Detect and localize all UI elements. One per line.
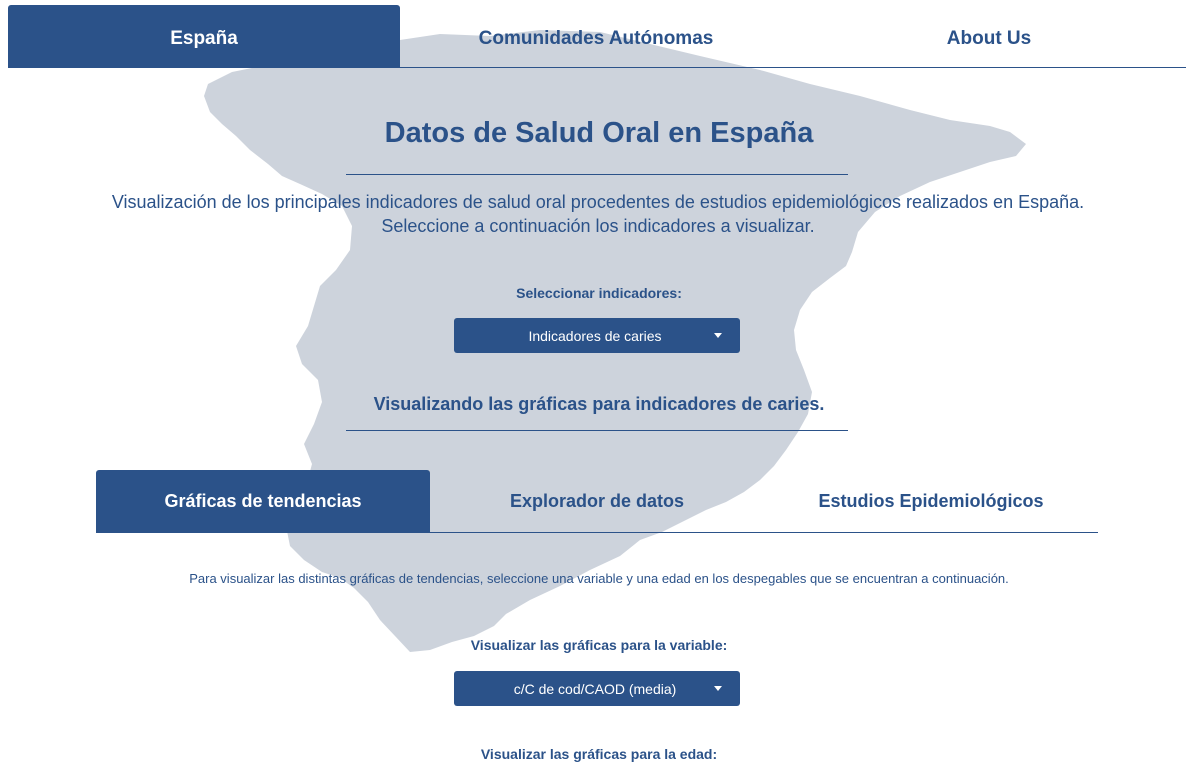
age-select-label: Visualizar las gráficas para la edad:	[480, 746, 718, 762]
caret-down-icon	[714, 333, 722, 338]
variable-dropdown[interactable]	[454, 671, 740, 706]
tab-espana[interactable]: España	[8, 5, 400, 67]
sub-nav	[96, 470, 1098, 533]
main-nav	[8, 5, 1186, 68]
tab-about-us[interactable]: About Us	[946, 28, 1032, 49]
variable-select-label: Visualizar las gráficas para la variable:	[470, 637, 728, 653]
tab-graficas-tendencias[interactable]: Gráficas de tendencias	[96, 470, 430, 532]
subtitle-divider	[346, 430, 848, 431]
indicator-dropdown[interactable]	[454, 318, 740, 353]
page-intro: Visualización de los principales indicadores de salud oral procedentes de estudios epidemiológicos realizados en España. Seleccione a continuación los indicadores a visualizar.	[111, 192, 1085, 236]
title-divider	[346, 174, 848, 175]
variable-dropdown-value: c/C de cod/CAOD (media)	[513, 680, 677, 697]
caret-down-icon	[714, 686, 722, 691]
tab-estudios-epidemiologicos[interactable]: Estudios Epidemiológicos	[818, 490, 1044, 511]
tab-comunidades-autonomas[interactable]: Comunidades Autónomas	[478, 28, 714, 49]
tab-explorador-datos[interactable]: Explorador de datos	[509, 490, 685, 511]
section-subtitle: Visualizando las gráficas para indicadores de caries.	[373, 394, 825, 414]
trends-help-text: Para visualizar las distintas gráficas de tendencias, seleccione una variable y una edad en los despegables que se encuentran a continuación.	[189, 571, 1009, 586]
page-title: Datos de Salud Oral en España	[384, 117, 814, 149]
indicator-dropdown-value: Indicadores de caries	[528, 327, 662, 344]
indicator-select-label: Seleccionar indicadores:	[516, 285, 682, 301]
